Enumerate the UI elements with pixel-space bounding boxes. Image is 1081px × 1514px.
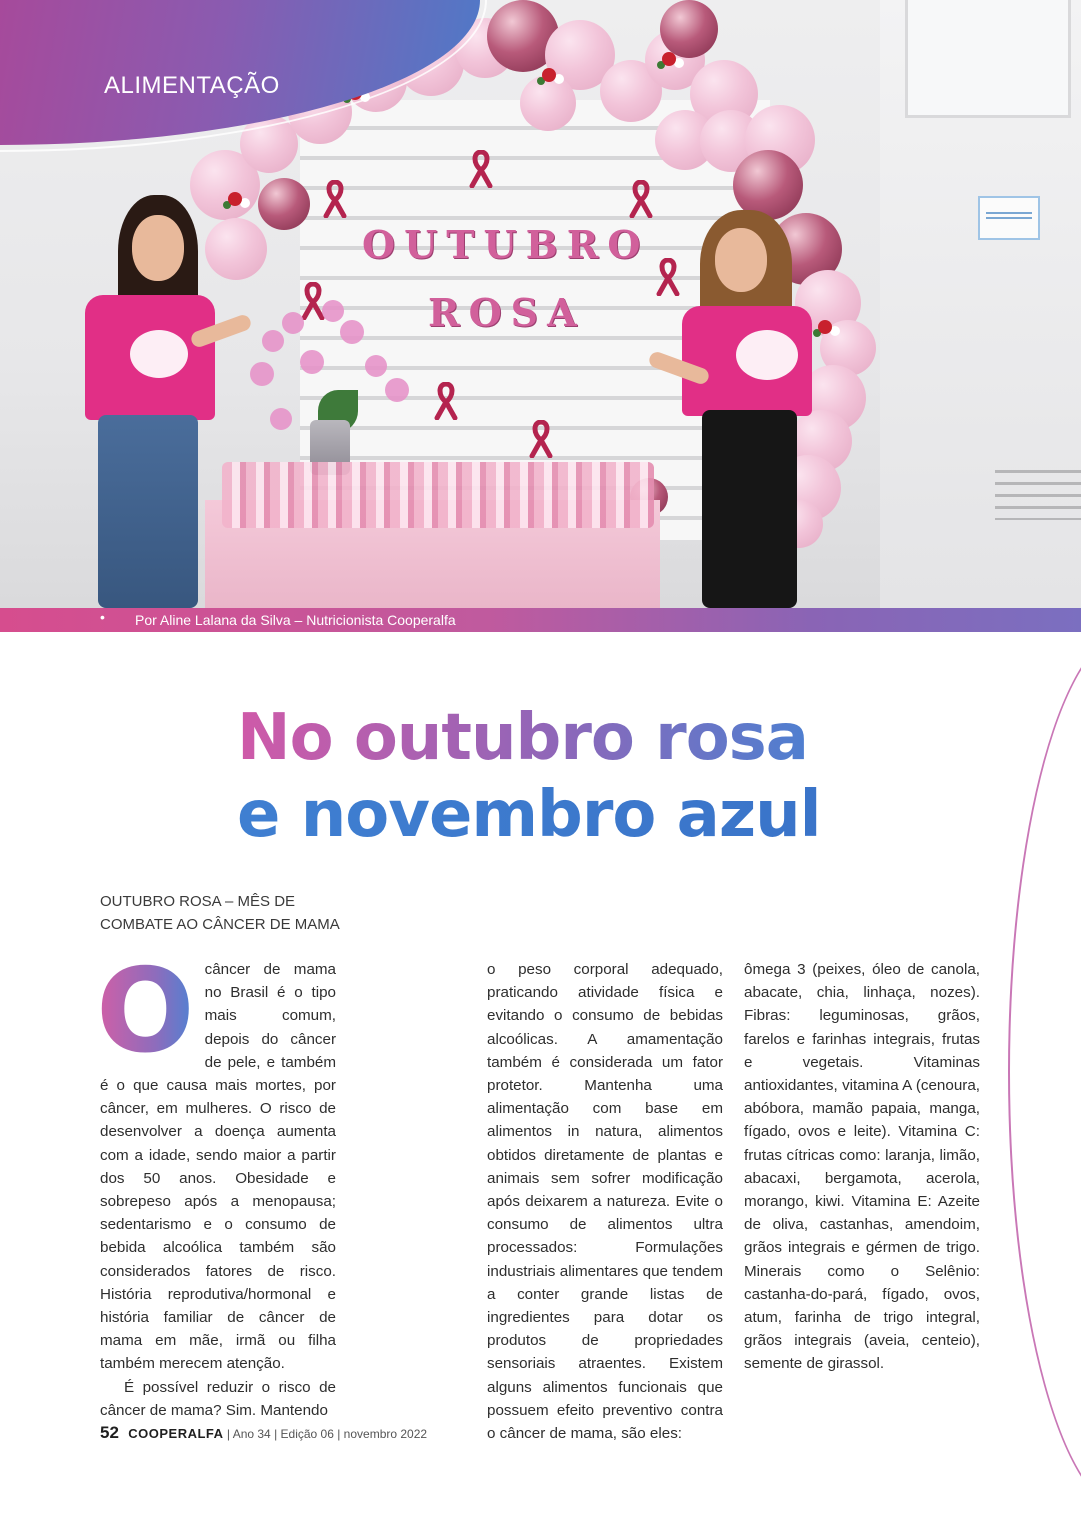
caption-bullet: • bbox=[100, 609, 105, 625]
sign-rosa: ROSA bbox=[428, 290, 586, 335]
article-paragraph: ômega 3 (peixes, óleo de canola, abacate, chia, linhaça, nozes). Fibras: leguminosas, grãos, farelos e farinhas integrais, frutas e vegetais. Vitaminas antioxidantes, vitamina A (cenoura, abóbora, mamão papaia, manga, fígado, ovos e leite). Vitamina C: frutas cítricas como: laranja, limão, abacaxi, bergamota, acerola, morango, kiwi. Vitamina E: Azeite de oliva, castanhas, amendoim, grãos integrais e gérmen de trigo. Minerais como o Selênio: castanha-do-pará, fígado, ovos, atum, farinha de trigo integral, grãos integrais (aveia, centeio), semente de girassol. bbox=[744, 961, 980, 1373]
article-paragraph: É possível reduzir o risco de câncer de mama? Sim. Mantendo bbox=[100, 1378, 336, 1419]
metal-rack bbox=[995, 470, 1081, 520]
shirt-print bbox=[130, 330, 188, 378]
author-byline: Por Aline Lalana da Silva – Nutricionista Cooperalfa bbox=[135, 612, 456, 628]
wall-poster bbox=[978, 196, 1040, 240]
subtitle-line-1: OUTUBRO ROSA – MÊS DE bbox=[100, 893, 296, 910]
pink-ribbon-icon bbox=[433, 382, 459, 420]
orchid-flower bbox=[262, 330, 284, 352]
orchid-flower bbox=[322, 300, 344, 322]
paragraph-text: câncer de mama no Brasil é o tipo mais comum, depois do câncer de pele, e também é o que causa mais mortes, por câncer, em mulheres. O risco de desenvolver a doença aumenta com a idade, sendo maior a partir dos 50 anos. Obesidade e sobrepeso após a menopausa; sedentarismo e o consumo de bebida alcoólica também são considerados fatores de risco. História reprodutiva/hormonal e história familiar de câncer de mama em mãe, irmã ou filha também merecem atenção. bbox=[100, 961, 336, 1373]
article-column-2 bbox=[487, 958, 723, 1445]
subtitle bbox=[100, 890, 400, 936]
issue-details: | Ano 34 | Edição 06 | novembro 2022 bbox=[226, 1427, 428, 1441]
orchid-flower bbox=[385, 378, 409, 402]
orchid-flower bbox=[300, 350, 324, 374]
shirt-print bbox=[736, 330, 798, 380]
headline-line-1: No outubro rosa bbox=[237, 701, 808, 775]
pink-ribbon-icon bbox=[322, 180, 348, 218]
balloon bbox=[660, 0, 718, 58]
section-title: ALIMENTAÇÃO bbox=[104, 72, 280, 99]
orchid-flower bbox=[365, 355, 387, 377]
article-column-3 bbox=[744, 958, 980, 1376]
article-paragraph bbox=[96, 944, 336, 1376]
page-footer bbox=[100, 1423, 427, 1443]
rose-decoration bbox=[662, 52, 676, 66]
rose-decoration bbox=[818, 320, 832, 334]
wrapped-treats bbox=[222, 462, 654, 528]
orchid-flower bbox=[270, 408, 292, 430]
face bbox=[132, 215, 184, 281]
magazine-name: COOPERALFA bbox=[128, 1426, 224, 1441]
article-column-1 bbox=[96, 944, 336, 1422]
article-paragraph: o peso corporal adequado, praticando atividade física e evitando o consumo de bebidas alcoólicas. A amamentação também é considerada um fator protetor. Mantenha uma alimentação com base em alimentos in natura, alimentos obtidos diretamente de plantas e animais sem sofrer modificação após deixarem a natureza. Evite o consumo de alimentos ultra processados: Formulações industriais alimentares que tendem a conter grande listas de ingredientes para dotar os produtos de propriedades sensoriais atraentes. Existem alguns alimentos funcionais que possuem efeito preventivo contra o câncer de mama, são eles: bbox=[487, 961, 723, 1443]
pink-ribbon-icon bbox=[468, 150, 494, 188]
person-left bbox=[80, 195, 240, 608]
subtitle-line-2: COMBATE AO CÂNCER DE MAMA bbox=[100, 916, 340, 933]
headline-line-2: e novembro azul bbox=[237, 778, 821, 852]
decorative-arc bbox=[1008, 630, 1081, 1514]
page-number: 52 bbox=[100, 1423, 119, 1442]
drop-cap: O bbox=[96, 944, 195, 1079]
rose-decoration bbox=[542, 68, 556, 82]
balloon bbox=[258, 178, 310, 230]
pink-ribbon-icon bbox=[628, 180, 654, 218]
orchid-flower bbox=[250, 362, 274, 386]
face bbox=[715, 228, 767, 292]
orchid-flower bbox=[282, 312, 304, 334]
window bbox=[905, 0, 1071, 118]
person-right bbox=[660, 210, 820, 608]
sign-outubro: OUTUBRO bbox=[362, 222, 650, 267]
pink-ribbon-icon bbox=[528, 420, 554, 458]
balloon bbox=[520, 75, 576, 131]
orchid-flower bbox=[340, 320, 364, 344]
jeans bbox=[98, 415, 198, 608]
black-pants bbox=[702, 410, 797, 608]
